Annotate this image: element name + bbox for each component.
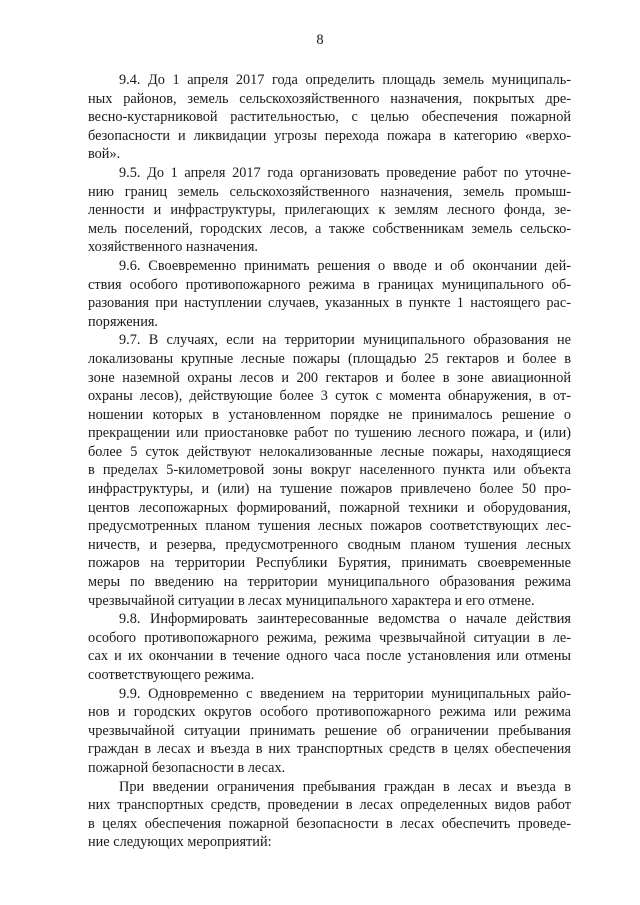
- text-line: предусмотренных планом тушения лесных пожаров соответствующих лес-: [88, 518, 571, 535]
- text-line: ние следующих мероприятий:: [88, 834, 272, 851]
- text-line: разования при наступлении случаев, указанных в пункте 1 настоящего рас-: [88, 295, 571, 312]
- text-line: чрезвычайной ситуации в лесах муниципального характера и его отмене.: [88, 592, 535, 609]
- text-line: мель поселений, городских лесов, а также собственникам земель сельско-: [88, 220, 571, 237]
- paragraph-p-restriction: [88, 778, 571, 852]
- paragraph-p-9-7: [88, 331, 571, 610]
- text-line: При введении ограничения пребывания граждан в лесах и въезда в: [119, 778, 571, 795]
- text-line: локализованы крупные лесные пожары (площадью 25 гектаров и более в: [88, 350, 571, 367]
- text-line: весно-кустарниковой растительностью, с целью обеспечения пожарной: [88, 109, 571, 126]
- text-line: особого противопожарного режима, режима чрезвычайной ситуации в ле-: [88, 629, 571, 646]
- page-number: 8: [316, 32, 324, 48]
- text-line: сах и их окончании в течение одного часа после установления или отмены: [88, 648, 571, 665]
- text-line: в пределах 5-километровой зоны вокруг населенного пункта или объекта: [88, 462, 571, 479]
- text-line: безопасности и ликвидации угрозы перехода пожара в категорию «верхо-: [88, 127, 571, 144]
- text-line: ленности и инфраструктуры, прилегающих к землям лесного фонда, зе-: [88, 202, 571, 219]
- text-line: ношении которых в установленном порядке не принималось решение о: [88, 406, 571, 423]
- text-line: вой».: [88, 146, 121, 163]
- text-line: ствия особого противопожарного режима в границах муниципального об-: [88, 276, 571, 293]
- text-line: 9.4. До 1 апреля 2017 года определить площадь земель муниципаль-: [119, 72, 571, 88]
- text-line: нов и городских округов особого противопожарного режима или режима: [88, 704, 571, 721]
- text-line: инфраструктуры, и (или) на тушение пожаров привлечено более 50 про-: [88, 481, 571, 498]
- text-line: 9.6. Своевременно принимать решения о вводе и об окончании дей-: [119, 257, 571, 274]
- text-line: центов лесопожарных формирований, пожарной техники и оборудования,: [88, 499, 571, 516]
- text-line: меры по введению на территории муниципального образования режима: [88, 574, 571, 591]
- text-line: пожаров на территории Республики Бурятия, принимать своевременные: [88, 555, 571, 572]
- text-line: ничеств, и резерва, предусмотренного сводным планом тушения лесных: [88, 536, 571, 553]
- text-line: более 5 суток действуют нелокализованные лесные пожары, находящиеся: [88, 443, 571, 460]
- text-line: в целях обеспечения пожарной безопасности в лесах обеспечить проведе-: [88, 815, 571, 832]
- text-line: 9.8. Информировать заинтересованные ведомства о начале действия: [119, 611, 571, 628]
- paragraph-p-9-9: [88, 685, 571, 778]
- paragraph-p-9-5: [88, 164, 571, 257]
- text-line: 9.5. До 1 апреля 2017 года организовать проведение работ по уточне-: [119, 164, 571, 181]
- text-line: 9.7. В случаях, если на территории муниципального образования не: [119, 332, 571, 349]
- text-line: соответствующего режима.: [88, 667, 255, 683]
- text-line: зоне наземной охраны лесов и 200 гектаров и более в зоне авиационной: [88, 369, 571, 386]
- document-body: [88, 71, 571, 852]
- text-line: нию границ земель сельскохозяйственного назначения, земель промыш-: [88, 183, 571, 200]
- paragraph-p-9-4: [88, 71, 571, 164]
- text-line: них транспортных средств, проведении в лесах определенных видов работ: [88, 797, 571, 814]
- text-line: граждан в лесах и въезда в них транспортных средств в целях обеспечения: [88, 741, 571, 758]
- text-line: охраны лесов), действующие более 3 суток с момента обнаружения, в от-: [88, 388, 571, 405]
- text-line: 9.9. Одновременно с введением на территории муниципальных райо-: [119, 685, 571, 702]
- text-line: прекращении или приостановке работ по тушению лесного пожара, и (или): [88, 425, 571, 442]
- text-line: чрезвычайной ситуации принимать решение об ограничении пребывания: [88, 722, 571, 739]
- paragraph-p-9-6: [88, 257, 571, 331]
- text-line: хозяйственного назначения.: [88, 239, 258, 256]
- paragraph-p-9-8: [88, 610, 571, 684]
- text-line: пожарной безопасности в лесах.: [88, 759, 286, 776]
- text-line: поряжения.: [88, 313, 159, 330]
- text-line: ных районов, земель сельскохозяйственного назначения, покрытых дре-: [88, 90, 571, 107]
